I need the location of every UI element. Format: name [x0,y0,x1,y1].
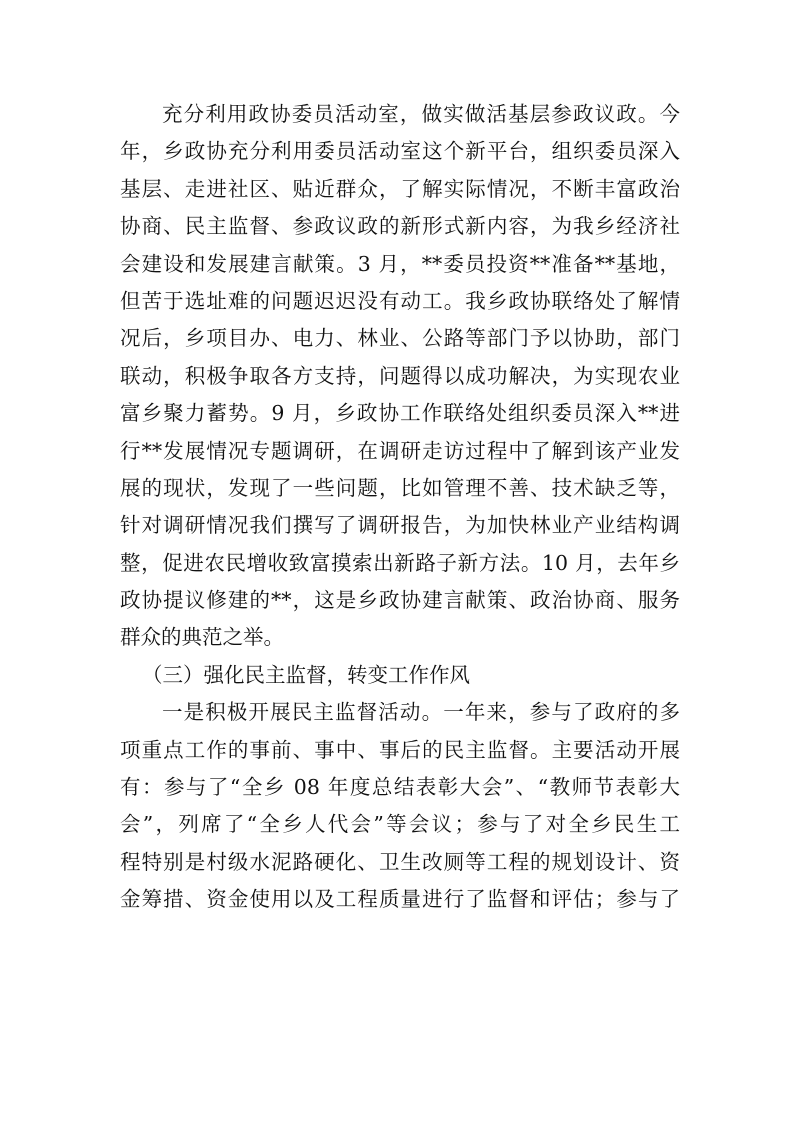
text-line: 一是积极开展民主监督活动。一年来，参与了政府的多 [162,700,680,725]
text-line: 会建设和发展建言献策。3 月，**委员投资**准备**基地， [120,251,680,276]
document-body [120,96,680,919]
text-line: 基层、走进社区、贴近群众，了解实际情况，不断丰富政治 [120,176,680,201]
text-line: 有：参与了“全乡 08 年度总结表彰大会”、“教师节表彰大 [120,775,680,800]
text-line: 协商、民主监督、参政议政的新形式新内容，为我乡经济社 [120,214,680,239]
text-line: 群众的典范之举。 [120,625,284,650]
text-line: 年，乡政协充分利用委员活动室这个新平台，组织委员深入 [120,139,680,164]
text-line: 行**发展情况专题调研，在调研走访过程中了解到该产业发 [120,438,680,463]
text-line: 富乡聚力蓄势。9 月，乡政协工作联络处组织委员深入**进 [120,401,680,426]
text-line: 金筹措、资金使用以及工程质量进行了监督和评估；参与了 [120,887,680,912]
text-line: 充分利用政协委员活动室，做实做活基层参政议政。今 [162,102,680,126]
text-line: 项重点工作的事前、事中、事后的民主监督。主要活动开展 [120,737,680,762]
text-line: 展的现状，发现了一些问题，比如管理不善、技术缺乏等， [120,475,680,500]
text-line: 况后，乡项目办、电力、林业、公路等部门予以协助，部门 [120,326,680,351]
paragraph-democratic-supervision [120,694,680,918]
text-line: 联动，积极争取各方支持，问题得以成功解决，为实现农业 [120,363,680,388]
text-line: 但苦于选址难的问题迟迟没有动工。我乡政协联络处了解情 [120,288,680,313]
section-heading: （三）强化民主监督，转变工作作风 [142,662,470,687]
text-line: 程特别是村级水泥路硬化、卫生改厕等工程的规划设计、资 [120,849,680,874]
text-line: 政协提议修建的**，这是乡政协建言献策、政治协商、服务 [120,588,680,613]
paragraph-committee-activity-room [120,96,680,657]
text-line: 针对调研情况我们撰写了调研报告，为加快林业产业结构调 [120,513,680,538]
text-line: 会”，列席了“全乡人代会”等会议；参与了对全乡民生工 [120,812,680,837]
text-line: 整，促进农民增收致富摸索出新路子新方法。10 月，去年乡 [120,550,680,575]
